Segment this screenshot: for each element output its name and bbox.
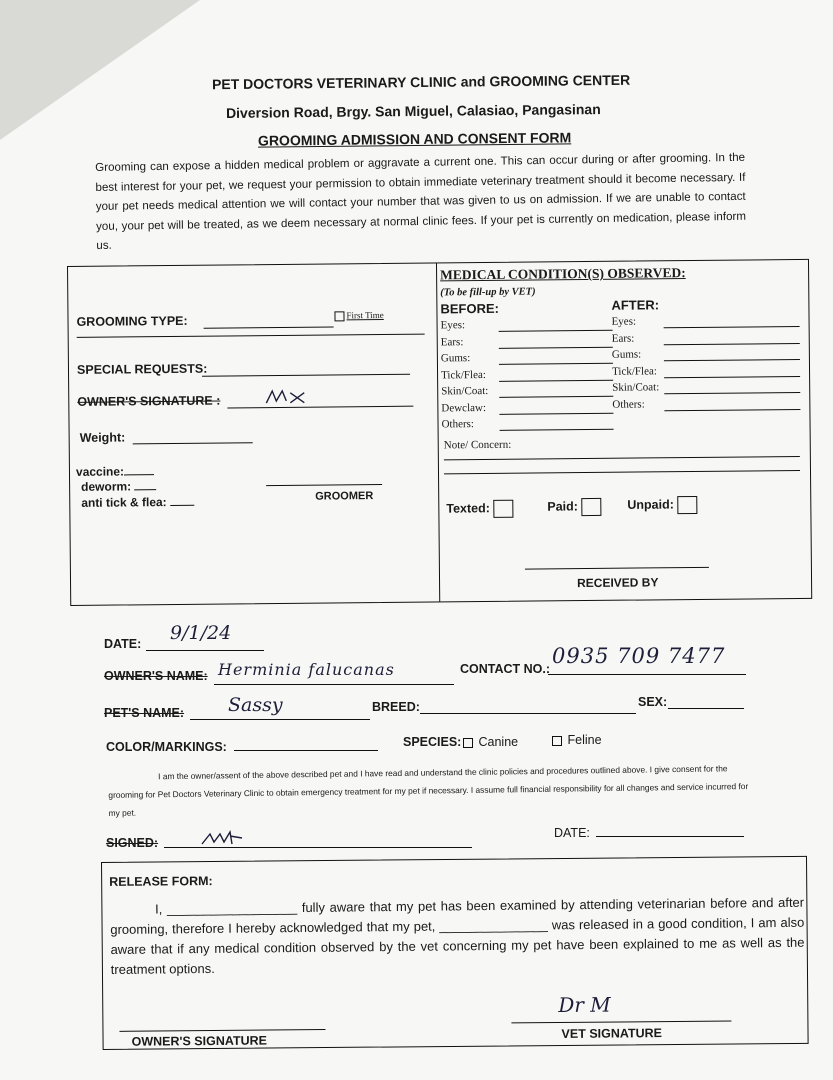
after-field-line[interactable] (664, 326, 800, 328)
release-text: I, __________________ fully aware that my pet has been examined by attending veterinarian before and after grooming, therefore I hereby acknowledged that my pet, _______________ was released in a good condition, I am also aware that if any medical condition observed by the vet concerning my pet have been explained to me as well as the treatment options. (110, 894, 805, 977)
release-form-title: RELEASE FORM: (109, 874, 213, 889)
after-field-label: Ears: (611, 332, 635, 345)
grooming-details-box (67, 259, 812, 606)
signed-label: SIGNED: (106, 836, 159, 850)
owners-signature-label: OWNER'S SIGNATURE : (77, 393, 221, 409)
after-field-line[interactable] (664, 375, 800, 377)
anti-tick-field[interactable] (81, 495, 194, 510)
sex-label: SEX: (638, 695, 668, 709)
feline-option[interactable] (552, 733, 602, 747)
note-line-1[interactable] (444, 456, 800, 460)
before-field-label: Others: (441, 418, 474, 431)
before-label: BEFORE: (440, 300, 499, 317)
first-time-option[interactable] (334, 310, 383, 321)
received-by-label: RECEIVED BY (577, 575, 659, 591)
deworm-label: deworm: (81, 479, 132, 494)
weight-label: Weight: (79, 430, 126, 445)
before-field-label: Tick/Flea: (441, 368, 486, 381)
first-time-label: First Time (346, 309, 384, 321)
paid-field[interactable] (547, 498, 601, 517)
canine-label: Canine (478, 735, 519, 749)
note-line-2[interactable] (444, 470, 800, 474)
texted-label: Texted: (446, 501, 490, 516)
canine-option[interactable] (463, 735, 518, 749)
after-field-line[interactable] (664, 408, 800, 410)
clinic-address: Diversion Road, Brgy. San Miguel, Calasiao, Pangasinan (225, 101, 601, 121)
species-label: SPECIES: (403, 735, 462, 749)
before-field-label: Eyes: (440, 319, 466, 332)
paid-checkbox[interactable] (581, 498, 601, 516)
after-field-line[interactable] (664, 359, 800, 361)
owners-signature-line[interactable] (227, 406, 413, 409)
before-field-label: Ears: (440, 335, 464, 348)
signed-date-label: DATE: (554, 826, 590, 840)
anti-tick-line[interactable] (170, 505, 194, 506)
texted-checkbox[interactable] (493, 500, 513, 518)
before-field-line[interactable] (499, 346, 613, 348)
received-by-line[interactable] (525, 567, 709, 570)
after-field-line[interactable] (664, 392, 800, 394)
owner-signature-line[interactable] (119, 1029, 325, 1032)
clinic-name: PET DOCTORS VETERINARY CLINIC and GROOMING CENTER (211, 71, 631, 93)
owners-signature-scribble (264, 387, 308, 411)
signed-date-line[interactable] (596, 836, 744, 837)
after-label: AFTER: (611, 297, 660, 313)
unpaid-label: Unpaid: (627, 497, 674, 512)
folded-corner (0, 0, 200, 140)
anti-tick-label: anti tick & flea: (81, 495, 167, 510)
groomer-label: GROOMER (315, 490, 374, 503)
vet-signature-label: VET SIGNATURE (561, 1026, 663, 1041)
grooming-type-extra-line[interactable] (77, 334, 425, 338)
vet-signature-line[interactable] (511, 1021, 731, 1024)
feline-checkbox[interactable] (552, 736, 562, 746)
feline-label: Feline (567, 733, 602, 747)
medical-condition-title: MEDICAL CONDITION(S) OBSERVED: (440, 265, 686, 283)
date-line[interactable] (146, 650, 264, 651)
unpaid-checkbox[interactable] (677, 496, 697, 514)
date-label: DATE: (104, 637, 142, 651)
after-field-label: Skin/Coat: (612, 381, 660, 394)
pet-name-line[interactable] (190, 719, 370, 720)
before-field-line[interactable] (499, 379, 613, 381)
unpaid-field[interactable] (627, 496, 697, 515)
weight-line[interactable] (133, 442, 253, 444)
before-field-line[interactable] (500, 429, 614, 431)
before-field-label: Dewclaw: (441, 401, 487, 414)
before-field-line[interactable] (499, 412, 613, 414)
after-field-label: Gums: (611, 348, 642, 361)
before-field-label: Gums: (440, 352, 471, 365)
grooming-type-label: GROOMING TYPE: (76, 313, 188, 329)
signature-scribble-icon (264, 387, 308, 407)
first-time-checkbox[interactable] (334, 311, 344, 321)
special-requests-line[interactable] (202, 374, 410, 377)
after-field-label: Others: (612, 397, 645, 411)
groomer-signature-line[interactable] (266, 484, 382, 486)
contact-value[interactable]: 0935 709 7477 (552, 644, 726, 668)
owner-name-value[interactable]: Herminia falucanas (218, 660, 395, 679)
contact-label: CONTACT NO.: (460, 662, 551, 676)
intro-paragraph: Grooming can expose a hidden medical problem or aggravate a current one. This can occur during or after grooming. In the best interest for your pet, we request your permission to obtain immediate veterinary treatment should it become necessary. If your pet needs medical attention we will contact your number that was given to us on admission. If we are unable to contact you, your pet will be treated, as we deem necessary at normal clinic fees. If your pet is currently on medication, please inform us. (95, 150, 747, 252)
special-requests-label: SPECIAL REQUESTS: (76, 361, 208, 377)
deworm-field[interactable] (81, 479, 156, 494)
before-field-line[interactable] (499, 363, 613, 365)
contact-line[interactable] (548, 674, 746, 675)
after-field-label: Eyes: (611, 315, 637, 328)
pet-name-value[interactable]: Sassy (228, 694, 283, 716)
vet-note: (To be fill-up by VET) (440, 286, 536, 299)
paid-label: Paid: (547, 499, 578, 514)
sex-line[interactable] (668, 708, 744, 709)
owner-name-line[interactable] (214, 684, 454, 685)
vet-signature-value: Dr M (558, 992, 611, 1018)
owner-signature-label: OWNER'S SIGNATURE (131, 1033, 268, 1049)
vaccine-line[interactable] (124, 474, 154, 475)
after-field-label: Tick/Flea: (611, 364, 657, 378)
grooming-type-line[interactable] (204, 326, 334, 328)
before-field-label: Skin/Coat: (441, 384, 489, 398)
owner-name-label: OWNER'S NAME: (104, 669, 208, 683)
breed-label: BREED: (372, 700, 420, 714)
signature-scribble-icon (200, 826, 246, 848)
consent-text: I am the owner/assent of the above described pet and I have read and understand the clinic policies and procedures outlined above. I give consent for the grooming for Pet Doctors Veterinary Clinic to obtain emergency treatment for my pet if necessary. I assume full financial responsibility for all changes and service incurred for my pet. (108, 763, 749, 818)
note-concern-label: Note/ Concern: (443, 438, 512, 452)
signed-scribble (200, 826, 246, 853)
texted-field[interactable] (446, 500, 513, 519)
breed-line[interactable] (420, 713, 636, 714)
before-field-line[interactable] (499, 396, 613, 398)
date-value[interactable]: 9/1/24 (170, 622, 232, 644)
color-markings-label: COLOR/MARKINGS: (106, 740, 227, 754)
form-title: GROOMING ADMISSION AND CONSENT FORM (257, 129, 572, 149)
deworm-line[interactable] (135, 489, 157, 490)
after-field-line[interactable] (664, 342, 800, 344)
color-markings-line[interactable] (234, 750, 378, 751)
canine-checkbox[interactable] (463, 738, 473, 748)
before-field-line[interactable] (499, 330, 613, 332)
consent-paragraph (108, 759, 759, 822)
vaccine-label: vaccine: (75, 464, 125, 479)
release-paragraph (110, 893, 805, 980)
pet-name-label: PET'S NAME: (104, 706, 185, 720)
vaccine-field[interactable] (76, 464, 154, 479)
